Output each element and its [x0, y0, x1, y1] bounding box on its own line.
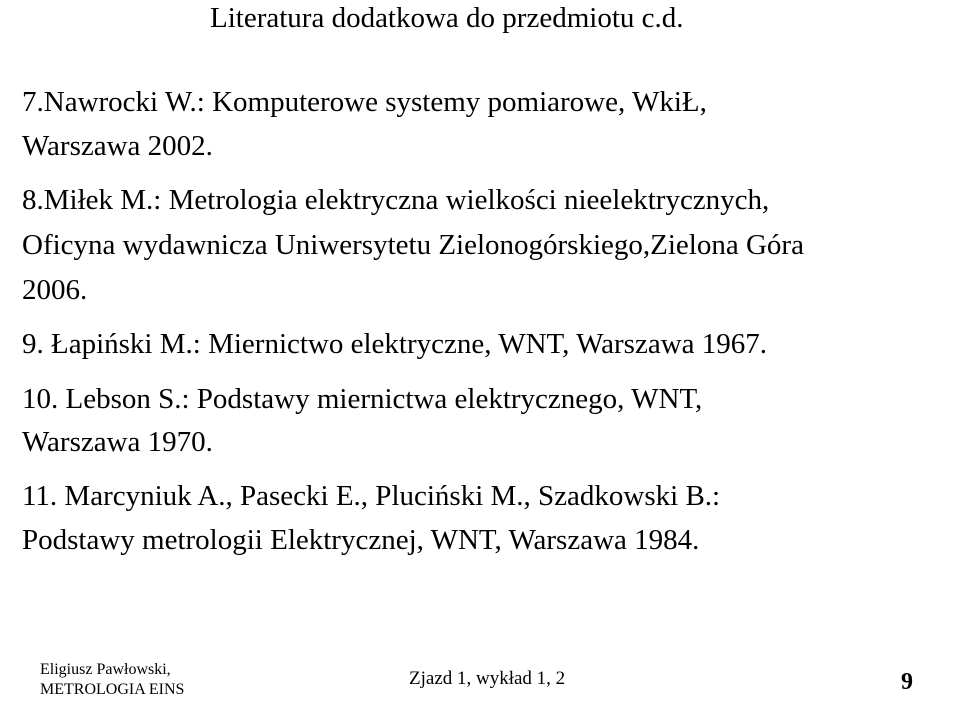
- reference-10-line-2: Warszawa 1970.: [22, 426, 213, 458]
- reference-11-line-2: Podstawy metrologii Elektrycznej, WNT, Warszawa 1984.: [22, 524, 700, 556]
- reference-9-line-1: 9. Łapiński M.: Miernictwo elektryczne, WNT, Warszawa 1967.: [22, 328, 768, 360]
- footer-author-block: [40, 660, 184, 700]
- footer-author: Eligiusz Pawłowski,: [40, 661, 171, 678]
- reference-10-line-1: 10. Lebson S.: Podstawy miernictwa elektrycznego, WNT,: [22, 383, 703, 415]
- slide-title: Literatura dodatkowa do przedmiotu c.d.: [210, 2, 684, 34]
- reference-8-line-2: Oficyna wydawnicza Uniwersytetu Zielonogórskiego,Zielona Góra: [22, 229, 804, 261]
- footer-session: Zjazd 1, wykład 1, 2: [409, 668, 566, 689]
- reference-8-line-1: 8.Miłek M.: Metrologia elektryczna wielkości nieelektrycznych,: [22, 184, 770, 216]
- reference-8-line-3: 2006.: [22, 274, 88, 306]
- reference-7-line-2: Warszawa 2002.: [22, 130, 213, 162]
- page-number: 9: [901, 669, 913, 695]
- footer-course: METROLOGIA EINS: [40, 681, 185, 698]
- reference-7-line-1: 7.Nawrocki W.: Komputerowe systemy pomiarowe, WkiŁ,: [22, 86, 707, 118]
- reference-11-line-1: 11. Marcyniuk A., Pasecki E., Pluciński M., Szadkowski B.:: [22, 480, 721, 512]
